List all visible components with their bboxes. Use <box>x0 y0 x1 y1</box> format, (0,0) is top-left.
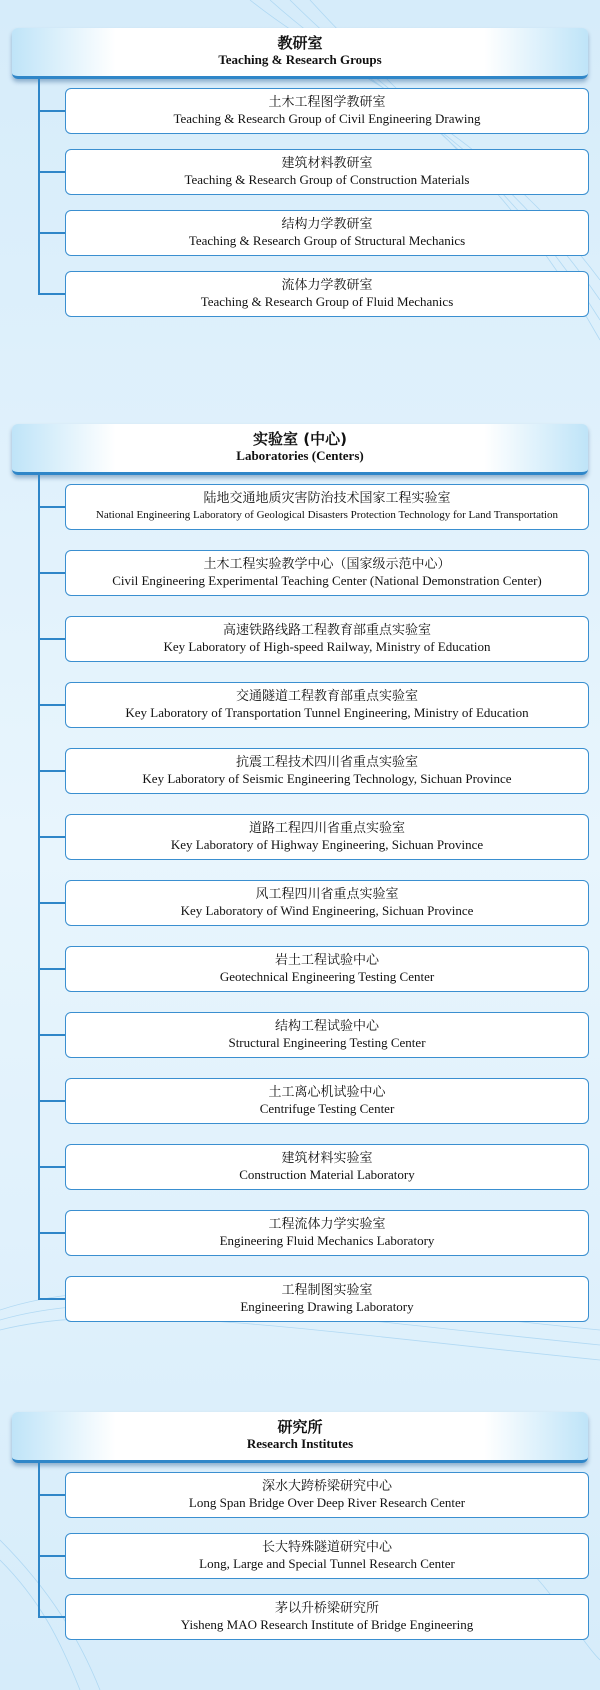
unit-name-zh: 道路工程四川省重点实验室 <box>248 821 405 836</box>
unit-name-en: National Engineering Laboratory of Geological Disasters Protection Technology for Land Transportation <box>95 509 559 521</box>
unit-name-en: Engineering Fluid Mechanics Laboratory <box>219 1233 435 1248</box>
section-title-zh: 实验室 (中心) <box>253 430 347 448</box>
unit-name-zh: 土木工程实验教学中心（国家级示范中心） <box>203 557 451 572</box>
unit-name-zh: 陆地交通地质灾害防治技术国家工程实验室 <box>203 491 451 506</box>
unit-box <box>65 748 589 794</box>
unit-box <box>65 1276 589 1322</box>
connector-trunk <box>38 76 40 295</box>
unit-box <box>65 88 589 134</box>
unit-name-en: Civil Engineering Experimental Teaching Center (National Demonstration Center) <box>112 573 542 588</box>
connector-trunk <box>38 1460 40 1618</box>
unit-name-en: Key Laboratory of High-speed Railway, Ministry of Education <box>163 639 491 654</box>
unit-name-en: Teaching & Research Group of Fluid Mechanics <box>200 294 454 309</box>
unit-box <box>65 1210 589 1256</box>
unit-name-en: Teaching & Research Group of Structural Mechanics <box>188 233 466 248</box>
unit-name-en: Key Laboratory of Seismic Engineering Technology, Sichuan Province <box>142 771 512 786</box>
section-header <box>12 28 588 79</box>
unit-box <box>65 550 589 596</box>
unit-name-zh: 工程流体力学实验室 <box>268 1217 386 1232</box>
unit-box <box>65 1594 589 1640</box>
connector-branch <box>38 293 66 295</box>
connector-branch <box>38 836 66 838</box>
unit-name-zh: 深水大跨桥梁研究中心 <box>261 1479 392 1494</box>
unit-name-en: Long Span Bridge Over Deep River Research Center <box>188 1495 466 1510</box>
connector-branch <box>38 1232 66 1234</box>
unit-name-en: Key Laboratory of Wind Engineering, Sichuan Province <box>180 903 474 918</box>
connector-branch <box>38 1555 66 1557</box>
unit-name-en: Teaching & Research Group of Civil Engineering Drawing <box>173 111 481 126</box>
connector-branch <box>38 506 66 508</box>
unit-name-en: Teaching & Research Group of Construction Materials <box>184 172 470 187</box>
unit-name-zh: 建筑材料实验室 <box>281 1151 373 1166</box>
connector-branch <box>38 572 66 574</box>
unit-name-zh: 茅以升桥梁研究所 <box>274 1601 379 1616</box>
connector-trunk <box>38 472 40 1300</box>
unit-name-en: Key Laboratory of Transportation Tunnel Engineering, Ministry of Education <box>125 705 529 720</box>
connector-branch <box>38 1298 66 1300</box>
section-title-en: Research Institutes <box>246 1436 354 1451</box>
unit-box <box>65 210 589 256</box>
section-title-zh: 教研室 <box>277 34 323 52</box>
connector-branch <box>38 1100 66 1102</box>
unit-box <box>65 1144 589 1190</box>
connector-branch <box>38 232 66 234</box>
connector-branch <box>38 1034 66 1036</box>
unit-name-en: Structural Engineering Testing Center <box>228 1035 426 1050</box>
unit-name-zh: 流体力学教研室 <box>281 278 373 293</box>
section-title-en: Teaching & Research Groups <box>218 52 382 67</box>
connector-branch <box>38 704 66 706</box>
unit-name-zh: 岩土工程试验中心 <box>274 953 379 968</box>
unit-name-zh: 风工程四川省重点实验室 <box>255 887 399 902</box>
unit-box <box>65 880 589 926</box>
unit-box <box>65 1078 589 1124</box>
unit-name-zh: 长大特殊隧道研究中心 <box>261 1540 392 1555</box>
unit-box <box>65 271 589 317</box>
unit-name-en: Geotechnical Engineering Testing Center <box>219 969 435 984</box>
unit-name-en: Engineering Drawing Laboratory <box>240 1299 414 1314</box>
unit-name-en: Key Laboratory of Highway Engineering, Sichuan Province <box>170 837 484 852</box>
unit-name-zh: 土工离心机试验中心 <box>268 1085 386 1100</box>
connector-branch <box>38 902 66 904</box>
unit-box <box>65 682 589 728</box>
unit-name-zh: 结构工程试验中心 <box>274 1019 379 1034</box>
unit-name-en: Yisheng MAO Research Institute of Bridge Engineering <box>180 1617 474 1632</box>
unit-name-zh: 交通隧道工程教育部重点实验室 <box>235 689 418 704</box>
unit-name-zh: 高速铁路线路工程教育部重点实验室 <box>222 623 431 638</box>
connector-branch <box>38 968 66 970</box>
unit-box <box>65 616 589 662</box>
connector-branch <box>38 110 66 112</box>
connector-branch <box>38 770 66 772</box>
unit-name-en: Long, Large and Special Tunnel Research Center <box>199 1556 455 1571</box>
connector-branch <box>38 171 66 173</box>
unit-name-en: Centrifuge Testing Center <box>259 1101 395 1116</box>
unit-box <box>65 1533 589 1579</box>
unit-name-zh: 建筑材料教研室 <box>281 156 373 171</box>
unit-box <box>65 946 589 992</box>
connector-branch <box>38 638 66 640</box>
unit-box <box>65 149 589 195</box>
unit-name-zh: 抗震工程技术四川省重点实验室 <box>235 755 418 770</box>
section-header <box>12 1412 588 1463</box>
connector-branch <box>38 1166 66 1168</box>
unit-name-en: Construction Material Laboratory <box>239 1167 415 1182</box>
unit-box <box>65 814 589 860</box>
connector-branch <box>38 1616 66 1618</box>
connector-branch <box>38 1494 66 1496</box>
unit-name-zh: 土木工程图学教研室 <box>268 95 386 110</box>
section-title-en: Laboratories (Centers) <box>236 448 364 463</box>
section-title-zh: 研究所 <box>277 1418 323 1436</box>
unit-name-zh: 结构力学教研室 <box>281 217 373 232</box>
unit-box <box>65 484 589 530</box>
unit-box <box>65 1012 589 1058</box>
unit-name-zh: 工程制图实验室 <box>281 1283 373 1298</box>
unit-box <box>65 1472 589 1518</box>
section-header <box>12 424 588 475</box>
